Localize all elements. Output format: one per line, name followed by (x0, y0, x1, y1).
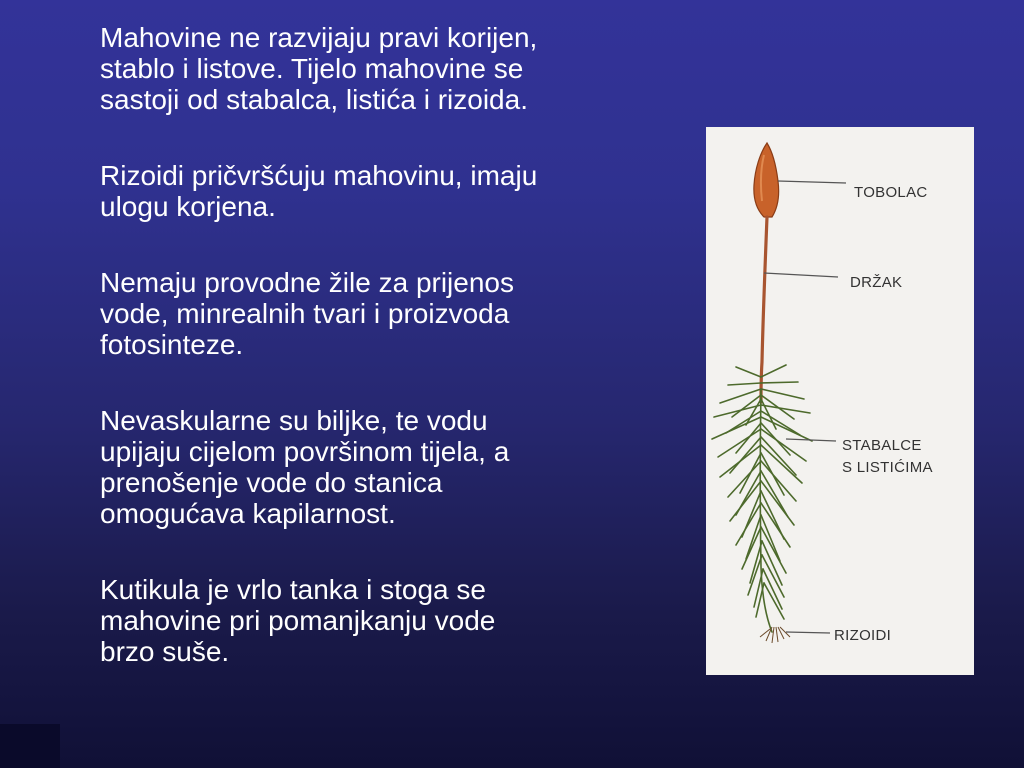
rhizoids-shape (760, 627, 790, 643)
paragraph-1: Mahovine ne razvijaju pravi korijen, stablo i listove. Tijelo mahovine se sastoji od stabalca, listića i rizoida. (100, 22, 538, 115)
label-tobolac: TOBOLAC (854, 184, 928, 201)
moss-diagram (706, 127, 974, 675)
label-stabalce-line2: S LISTIĆIMA (842, 459, 933, 476)
paragraph-5: Kutikula je vrlo tanka i stoga se mahovine pri pomanjkanju vode brzo suše. (100, 574, 496, 667)
capsule-shape (754, 143, 779, 217)
label-drzak: DRŽAK (850, 274, 903, 291)
corner-decoration (0, 724, 60, 768)
moss-illustration (706, 127, 974, 675)
paragraph-4: Nevaskularne su biljke, te vodu upijaju cijelom površinom tijela, a prenošenje vode do stanica omogućava kapilarnost. (100, 405, 510, 529)
paragraph-3: Nemaju provodne žile za prijenos vode, minrealnih tvari i proizvoda fotosinteze. (100, 267, 514, 360)
label-stabalce-line1: STABALCE (842, 437, 922, 454)
leafy-stem (712, 365, 812, 632)
paragraph-2: Rizoidi pričvršćuju mahovinu, imaju ulogu korjena. (100, 160, 538, 222)
text-column (100, 22, 660, 712)
label-rizoidi: RIZOIDI (834, 627, 892, 644)
